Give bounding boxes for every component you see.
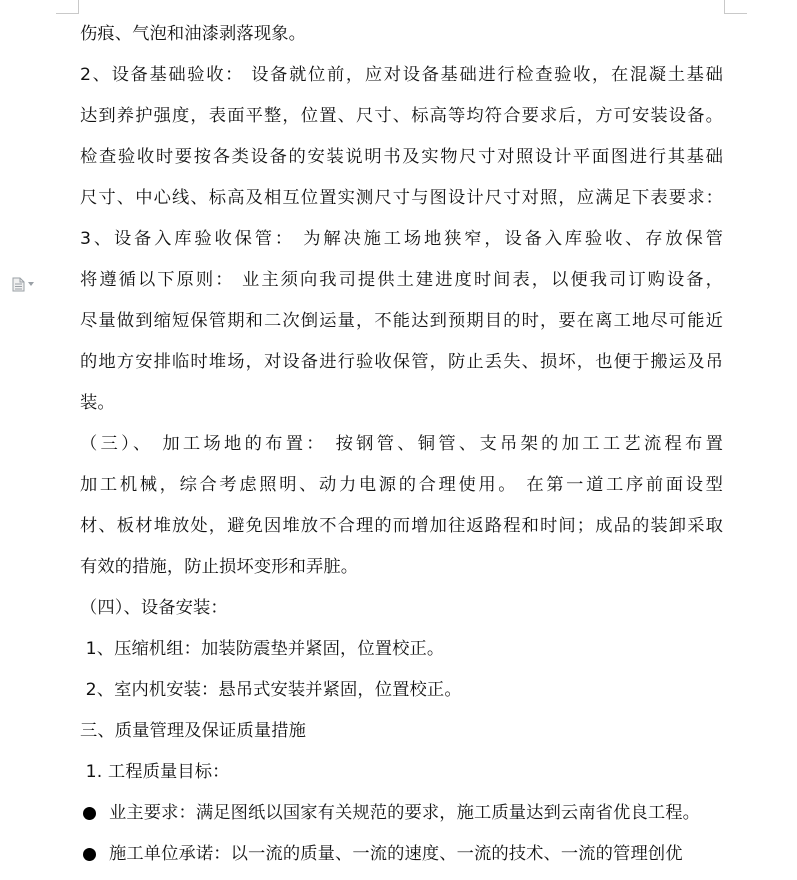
text-line: 达到养护强度，表面平整，位置、尺寸、标高等均符合要求后，方可安装设备。 [80,106,723,126]
list-item: 2、室内机安装：悬吊式安装并紧固，位置校正。 [80,680,462,700]
text-line: 尽量做到缩短保管期和二次倒运量，不能达到预期目的时，要在离工地尽可能近 [80,311,723,331]
small-triangle-down-icon[interactable] [28,282,34,286]
text-line: 加工机械，综合考虑照明、动力电源的合理使用。 在第一道工序前面设型 [80,475,723,495]
text-line: 伤痕、气泡和油漆剥落现象。 [80,24,306,44]
paragraph-menu[interactable] [12,276,40,292]
paragraph-document-icon[interactable] [12,277,25,292]
text-line: （三）、 加工场地的布置： 按钢管、铜管、支吊架的加工工艺流程布置 [80,434,723,454]
document-body [80,14,723,875]
bullet-icon [83,848,96,861]
text-line: 装。 [80,393,115,413]
text-line: 的地方安排临时堆场，对设备进行验收保管，防止丢失、损坏，也便于搬运及吊 [80,352,723,372]
text-line: 尺寸、中心线、标高及相互位置实测尺寸与图设计尺寸对照，应满足下表要求： [80,188,723,208]
text-line: 检查验收时要按各类设备的安装说明书及实物尺寸对照设计平面图进行其基础 [80,147,723,167]
text-line: 2、设备基础验收： 设备就位前，应对设备基础进行检查验收，在混凝土基础 [80,65,723,85]
text-line: 3、设备入库验收保管： 为解决施工场地狭窄，设备入库验收、存放保管 [80,229,723,249]
bullet-icon [83,807,96,820]
bullet-item [80,834,723,875]
bullet-item [80,793,723,834]
list-item: 1、压缩机组：加装防震垫并紧固，位置校正。 [80,639,445,659]
text-line: 有效的措施，防止损坏变形和弄脏。 [80,557,359,577]
section-heading: 三、质量管理及保证质量措施 [80,721,306,741]
top-right-crop-mark [724,0,747,14]
text-line: 材、板材堆放处，避免因堆放不合理的而增加往返路程和时间；成品的装卸采取 [80,516,723,536]
bullet-text: 施工单位承诺：以一流的质量、一流的速度、一流的技术、一流的管理创优 [109,844,683,864]
text-line: 将遵循以下原则： 业主须向我司提供土建进度时间表，以便我司订购设备， [80,270,723,290]
bullet-text: 业主要求：满足图纸以国家有关规范的要求，施工质量达到云南省优良工程。 [109,803,700,823]
top-left-crop-mark [56,0,79,14]
section-heading: （四）、设备安装： [80,598,228,618]
sub-heading: 1. 工程质量目标： [80,762,230,782]
